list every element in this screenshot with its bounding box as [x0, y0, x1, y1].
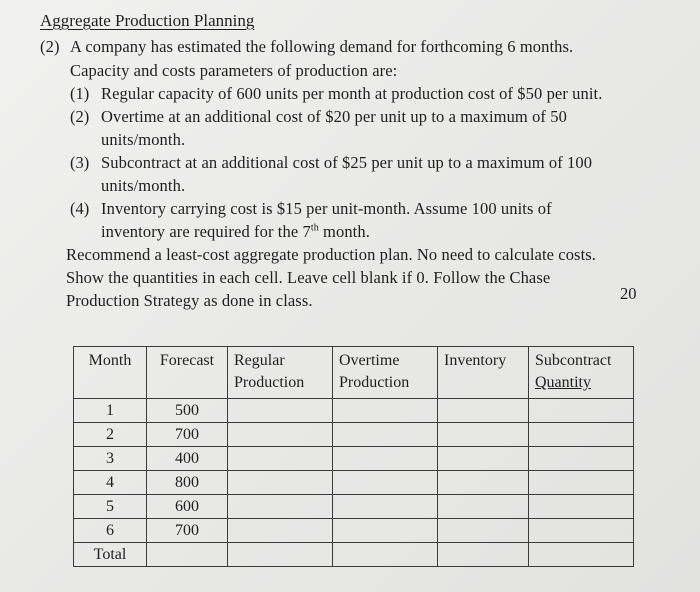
total-row — [74, 543, 634, 567]
header-subcontract-l1: Subcontract — [535, 352, 612, 369]
item-3-line-1: Subcontract at an additional cost of $25 per unit up to a maximum of 100 — [101, 153, 593, 172]
overtime-cell[interactable] — [333, 399, 438, 423]
header-inventory: Inventory — [438, 347, 529, 399]
inventory-cell[interactable] — [438, 519, 529, 543]
forecast-cell: 500 — [147, 399, 228, 423]
total-inventory-cell[interactable] — [438, 543, 529, 567]
item-4-number: (4) — [70, 199, 90, 218]
forecast-cell: 600 — [147, 495, 228, 519]
header-forecast: Forecast — [147, 347, 228, 399]
forecast-cell: 700 — [147, 423, 228, 447]
header-regular-l2: Production — [234, 374, 305, 391]
header-subcontract-quantity — [529, 347, 634, 399]
header-regular-l1: Regular — [234, 352, 285, 369]
item-1-line-1: Regular capacity of 600 units per month at production cost of $50 per unit. — [101, 84, 603, 103]
table-row — [74, 447, 634, 471]
item-4-line-1: Inventory carrying cost is $15 per unit-month. Assume 100 units of — [101, 199, 552, 218]
month-cell: 3 — [74, 447, 147, 471]
forecast-cell: 800 — [147, 471, 228, 495]
item-2-line-2: units/month. — [101, 130, 186, 149]
header-month: Month — [74, 347, 147, 399]
instruction-line-2: Show the quantities in each cell. Leave cell blank if 0. Follow the Chase — [66, 268, 551, 287]
table-row — [74, 399, 634, 423]
inventory-cell[interactable] — [438, 447, 529, 471]
overtime-cell[interactable] — [333, 471, 438, 495]
total-label: Total — [74, 543, 147, 567]
intro-line-1: A company has estimated the following demand for forthcoming 6 months. — [70, 37, 574, 56]
intro-line-2: Capacity and costs parameters of production are: — [70, 61, 398, 80]
regular-cell[interactable] — [228, 399, 333, 423]
ordinal-suffix: th — [310, 222, 319, 234]
header-overtime-l2: Production — [339, 374, 410, 391]
item-2-number: (2) — [70, 107, 90, 126]
item-3-number: (3) — [70, 153, 90, 172]
item-4-line-2-end: month. — [318, 222, 370, 241]
header-subcontract-l2: Quantity — [535, 374, 591, 391]
instruction-line-1: Recommend a least-cost aggregate production plan. No need to calculate costs. — [66, 245, 597, 264]
table-row — [74, 519, 634, 543]
month-cell: 6 — [74, 519, 147, 543]
month-cell: 2 — [74, 423, 147, 447]
item-4-line-2 — [101, 222, 370, 242]
regular-cell[interactable] — [228, 471, 333, 495]
overtime-cell[interactable] — [333, 495, 438, 519]
table-row — [74, 423, 634, 447]
overtime-cell[interactable] — [333, 423, 438, 447]
subcontract-cell[interactable] — [529, 423, 634, 447]
subcontract-cell[interactable] — [529, 447, 634, 471]
regular-cell[interactable] — [228, 495, 333, 519]
month-cell: 1 — [74, 399, 147, 423]
instruction-line-3: Production Strategy as done in class. — [66, 291, 313, 310]
table-row — [74, 471, 634, 495]
regular-cell[interactable] — [228, 519, 333, 543]
forecast-cell: 700 — [147, 519, 228, 543]
regular-cell[interactable] — [228, 447, 333, 471]
regular-cell[interactable] — [228, 423, 333, 447]
overtime-cell[interactable] — [333, 519, 438, 543]
points-value: 20 — [620, 284, 637, 303]
total-subcontract-cell[interactable] — [529, 543, 634, 567]
table-row — [74, 495, 634, 519]
inventory-cell[interactable] — [438, 495, 529, 519]
production-plan-table — [73, 346, 634, 567]
question-number: (2) — [40, 37, 60, 56]
total-overtime-cell[interactable] — [333, 543, 438, 567]
inventory-cell[interactable] — [438, 471, 529, 495]
subcontract-cell[interactable] — [529, 471, 634, 495]
header-regular-production — [228, 347, 333, 399]
subcontract-cell[interactable] — [529, 519, 634, 543]
subcontract-cell[interactable] — [529, 495, 634, 519]
item-2-line-1: Overtime at an additional cost of $20 per unit up to a maximum of 50 — [101, 107, 567, 126]
overtime-cell[interactable] — [333, 447, 438, 471]
table-header-row — [74, 347, 634, 399]
header-overtime-l1: Overtime — [339, 352, 400, 369]
total-forecast-cell[interactable] — [147, 543, 228, 567]
item-3-line-2: units/month. — [101, 176, 186, 195]
forecast-cell: 400 — [147, 447, 228, 471]
page-title: Aggregate Production Planning — [40, 11, 255, 30]
total-regular-cell[interactable] — [228, 543, 333, 567]
inventory-cell[interactable] — [438, 423, 529, 447]
item-4-line-2-text: inventory are required for the 7 — [101, 222, 311, 241]
header-overtime-production — [333, 347, 438, 399]
inventory-cell[interactable] — [438, 399, 529, 423]
month-cell: 4 — [74, 471, 147, 495]
month-cell: 5 — [74, 495, 147, 519]
subcontract-cell[interactable] — [529, 399, 634, 423]
item-1-number: (1) — [70, 84, 90, 103]
